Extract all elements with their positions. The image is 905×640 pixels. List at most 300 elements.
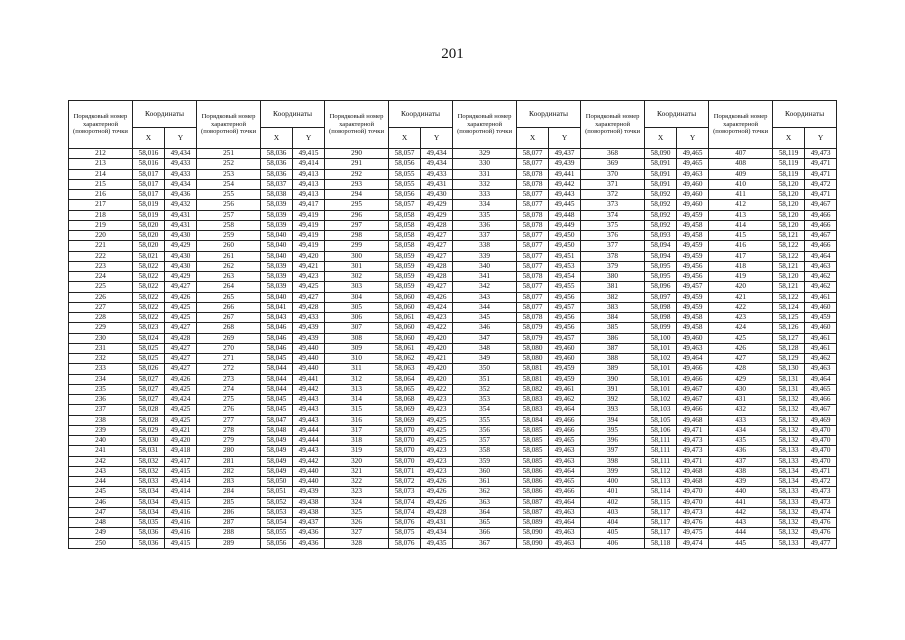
y-cell: 49,462	[805, 354, 837, 364]
y-cell: 49,464	[805, 251, 837, 261]
x-cell: 58,071	[389, 466, 421, 476]
y-cell: 49,427	[165, 354, 197, 364]
point-number-cell: 311	[325, 364, 389, 374]
y-cell: 49,415	[293, 149, 325, 159]
x-cell: 58,131	[773, 384, 805, 394]
x-cell: 58,076	[389, 518, 421, 528]
point-number-cell: 258	[197, 220, 261, 230]
x-cell: 58,044	[261, 384, 293, 394]
x-cell: 58,019	[133, 210, 165, 220]
x-cell: 58,030	[133, 436, 165, 446]
x-cell: 58,057	[389, 200, 421, 210]
table-row	[69, 374, 837, 384]
x-cell: 58,059	[389, 261, 421, 271]
y-cell: 49,424	[165, 395, 197, 405]
x-cell: 58,069	[389, 405, 421, 415]
x-cell: 58,025	[133, 354, 165, 364]
y-cell: 49,423	[293, 272, 325, 282]
y-cell: 49,417	[165, 456, 197, 466]
point-number-cell: 230	[69, 333, 133, 343]
point-number-cell: 254	[197, 179, 261, 189]
x-cell: 58,074	[389, 497, 421, 507]
x-cell: 58,045	[261, 354, 293, 364]
table-row	[69, 272, 837, 282]
y-cell: 49,460	[677, 200, 709, 210]
y-cell: 49,463	[549, 456, 581, 466]
table-row	[69, 251, 837, 261]
x-cell: 58,019	[133, 200, 165, 210]
x-cell: 58,085	[517, 425, 549, 435]
point-number-cell: 344	[453, 302, 517, 312]
point-number-cell: 292	[325, 169, 389, 179]
y-cell: 49,427	[421, 251, 453, 261]
y-cell: 49,461	[549, 384, 581, 394]
y-cell: 49,433	[165, 159, 197, 169]
y-cell: 49,465	[677, 149, 709, 159]
y-cell: 49,440	[293, 477, 325, 487]
y-cell: 49,419	[293, 241, 325, 251]
point-number-cell: 257	[197, 210, 261, 220]
x-cell: 58,059	[389, 272, 421, 282]
point-number-cell: 371	[581, 179, 645, 189]
point-number-cell: 373	[581, 200, 645, 210]
y-cell: 49,459	[677, 292, 709, 302]
x-cell: 58,089	[517, 518, 549, 528]
point-number-cell: 343	[453, 292, 517, 302]
y-cell: 49,448	[549, 210, 581, 220]
y-cell: 49,460	[677, 179, 709, 189]
y-cell: 49,460	[677, 190, 709, 200]
y-cell: 49,466	[805, 220, 837, 230]
point-number-cell: 238	[69, 415, 133, 425]
point-number-cell: 341	[453, 272, 517, 282]
y-cell: 49,466	[677, 364, 709, 374]
y-cell: 49,427	[293, 292, 325, 302]
point-number-cell: 220	[69, 231, 133, 241]
x-cell: 58,132	[773, 405, 805, 415]
x-cell: 58,060	[389, 292, 421, 302]
table-row	[69, 395, 837, 405]
point-number-cell: 271	[197, 354, 261, 364]
x-cell: 58,087	[517, 497, 549, 507]
point-number-cell: 302	[325, 272, 389, 282]
point-number-cell: 219	[69, 220, 133, 230]
y-cell: 49,456	[549, 292, 581, 302]
point-number-cell: 342	[453, 282, 517, 292]
point-number-cell: 360	[453, 466, 517, 476]
y-cell: 49,460	[805, 323, 837, 333]
y-cell: 49,456	[549, 313, 581, 323]
point-number-cell: 435	[709, 436, 773, 446]
point-number-cell: 398	[581, 456, 645, 466]
point-number-cell: 273	[197, 374, 261, 384]
x-cell: 58,077	[517, 261, 549, 271]
point-number-cell: 265	[197, 292, 261, 302]
point-number-cell: 249	[69, 528, 133, 538]
point-number-cell: 241	[69, 446, 133, 456]
x-cell: 58,099	[645, 323, 677, 333]
x-cell: 58,063	[389, 364, 421, 374]
y-cell: 49,425	[165, 405, 197, 415]
y-cell: 49,423	[421, 313, 453, 323]
point-number-cell: 263	[197, 272, 261, 282]
header-row	[69, 101, 837, 128]
x-cell: 58,078	[517, 313, 549, 323]
y-cell: 49,422	[421, 323, 453, 333]
point-number-cell: 328	[325, 538, 389, 548]
point-number-cell: 413	[709, 210, 773, 220]
y-cell: 49,463	[677, 343, 709, 353]
x-cell: 58,070	[389, 425, 421, 435]
y-cell: 49,463	[805, 261, 837, 271]
point-number-cell: 259	[197, 231, 261, 241]
point-number-header: Порядковый номер характерной (поворотной) точки	[197, 101, 261, 149]
y-cell: 49,466	[549, 425, 581, 435]
point-number-cell: 367	[453, 538, 517, 548]
x-cell: 58,106	[645, 425, 677, 435]
y-cell: 49,466	[677, 405, 709, 415]
x-cell: 58,091	[645, 169, 677, 179]
point-number-cell: 253	[197, 169, 261, 179]
x-cell: 58,103	[645, 405, 677, 415]
point-number-cell: 388	[581, 354, 645, 364]
x-cell: 58,121	[773, 261, 805, 271]
point-number-cell: 282	[197, 466, 261, 476]
point-number-cell: 394	[581, 415, 645, 425]
point-number-cell: 283	[197, 477, 261, 487]
x-cell: 58,075	[389, 528, 421, 538]
y-header: Y	[805, 128, 837, 149]
x-cell: 58,125	[773, 313, 805, 323]
point-number-cell: 251	[197, 149, 261, 159]
x-cell: 58,053	[261, 507, 293, 517]
point-number-cell: 436	[709, 446, 773, 456]
x-cell: 58,120	[773, 220, 805, 230]
x-cell: 58,117	[645, 507, 677, 517]
y-cell: 49,469	[805, 415, 837, 425]
y-cell: 49,431	[421, 179, 453, 189]
y-cell: 49,474	[677, 538, 709, 548]
point-number-cell: 281	[197, 456, 261, 466]
point-number-cell: 216	[69, 190, 133, 200]
point-number-cell: 277	[197, 415, 261, 425]
y-cell: 49,415	[165, 497, 197, 507]
point-number-cell: 445	[709, 538, 773, 548]
y-cell: 49,423	[421, 395, 453, 405]
y-cell: 49,450	[549, 241, 581, 251]
table-row	[69, 343, 837, 353]
point-number-cell: 297	[325, 220, 389, 230]
y-cell: 49,457	[549, 333, 581, 343]
x-cell: 58,132	[773, 436, 805, 446]
y-cell: 49,426	[165, 374, 197, 384]
x-cell: 58,039	[261, 220, 293, 230]
x-cell: 58,090	[517, 528, 549, 538]
y-cell: 49,473	[677, 507, 709, 517]
x-cell: 58,039	[261, 210, 293, 220]
point-number-cell: 380	[581, 272, 645, 282]
x-cell: 58,133	[773, 446, 805, 456]
point-number-cell: 338	[453, 241, 517, 251]
x-cell: 58,081	[517, 364, 549, 374]
point-number-cell: 312	[325, 374, 389, 384]
x-cell: 58,077	[517, 241, 549, 251]
point-number-cell: 225	[69, 282, 133, 292]
x-cell: 58,046	[261, 323, 293, 333]
x-cell: 58,055	[389, 179, 421, 189]
point-number-cell: 228	[69, 313, 133, 323]
x-cell: 58,020	[133, 220, 165, 230]
point-number-cell: 214	[69, 169, 133, 179]
x-cell: 58,070	[389, 446, 421, 456]
point-number-cell: 377	[581, 241, 645, 251]
point-number-cell: 408	[709, 159, 773, 169]
x-cell: 58,087	[517, 507, 549, 517]
y-header: Y	[677, 128, 709, 149]
point-number-cell: 361	[453, 477, 517, 487]
y-cell: 49,422	[421, 384, 453, 394]
point-number-cell: 375	[581, 220, 645, 230]
point-number-cell: 419	[709, 272, 773, 282]
x-cell: 58,131	[773, 374, 805, 384]
y-cell: 49,430	[421, 190, 453, 200]
point-number-cell: 231	[69, 343, 133, 353]
y-cell: 49,463	[549, 528, 581, 538]
point-number-cell: 356	[453, 425, 517, 435]
y-cell: 49,418	[165, 446, 197, 456]
table-row	[69, 179, 837, 189]
point-number-cell: 308	[325, 333, 389, 343]
x-header: X	[517, 128, 549, 149]
x-cell: 58,048	[261, 425, 293, 435]
table-row	[69, 477, 837, 487]
x-cell: 58,077	[517, 292, 549, 302]
point-number-cell: 315	[325, 405, 389, 415]
y-cell: 49,445	[549, 200, 581, 210]
y-cell: 49,467	[805, 200, 837, 210]
y-cell: 49,464	[549, 518, 581, 528]
point-number-cell: 352	[453, 384, 517, 394]
point-number-cell: 331	[453, 169, 517, 179]
point-number-cell: 345	[453, 313, 517, 323]
y-cell: 49,419	[293, 231, 325, 241]
point-number-cell: 320	[325, 456, 389, 466]
point-number-header: Порядковый номер характерной (поворотной) точки	[709, 101, 773, 149]
point-number-cell: 280	[197, 446, 261, 456]
point-number-cell: 362	[453, 487, 517, 497]
y-cell: 49,437	[293, 518, 325, 528]
y-cell: 49,434	[421, 159, 453, 169]
x-cell: 58,039	[261, 261, 293, 271]
point-number-cell: 372	[581, 190, 645, 200]
x-cell: 58,077	[517, 190, 549, 200]
table-row	[69, 538, 837, 548]
y-cell: 49,467	[677, 384, 709, 394]
x-cell: 58,036	[261, 149, 293, 159]
x-cell: 58,114	[645, 487, 677, 497]
point-number-header: Порядковый номер характерной (поворотной) точки	[453, 101, 517, 149]
point-number-cell: 399	[581, 466, 645, 476]
x-cell: 58,017	[133, 190, 165, 200]
x-cell: 58,022	[133, 313, 165, 323]
x-cell: 58,129	[773, 354, 805, 364]
y-cell: 49,429	[421, 200, 453, 210]
point-number-cell: 418	[709, 261, 773, 271]
y-cell: 49,471	[805, 190, 837, 200]
x-header: X	[389, 128, 421, 149]
point-number-cell: 431	[709, 395, 773, 405]
x-cell: 58,077	[517, 200, 549, 210]
x-cell: 58,086	[517, 466, 549, 476]
x-cell: 58,076	[389, 538, 421, 548]
point-number-cell: 439	[709, 477, 773, 487]
point-number-cell: 221	[69, 241, 133, 251]
y-cell: 49,457	[677, 282, 709, 292]
x-cell: 58,038	[261, 190, 293, 200]
point-number-cell: 267	[197, 313, 261, 323]
y-cell: 49,439	[549, 159, 581, 169]
x-cell: 58,130	[773, 364, 805, 374]
y-cell: 49,429	[165, 272, 197, 282]
y-cell: 49,459	[549, 374, 581, 384]
y-cell: 49,473	[805, 149, 837, 159]
x-cell: 58,085	[517, 456, 549, 466]
table-row	[69, 446, 837, 456]
y-cell: 49,471	[805, 466, 837, 476]
y-cell: 49,431	[421, 518, 453, 528]
point-number-cell: 385	[581, 323, 645, 333]
point-number-cell: 270	[197, 343, 261, 353]
x-cell: 58,077	[517, 231, 549, 241]
x-cell: 58,119	[773, 149, 805, 159]
x-cell: 58,098	[645, 302, 677, 312]
y-cell: 49,419	[293, 210, 325, 220]
x-cell: 58,122	[773, 241, 805, 251]
x-cell: 58,020	[133, 231, 165, 241]
x-cell: 58,026	[133, 364, 165, 374]
x-cell: 58,132	[773, 518, 805, 528]
point-number-cell: 310	[325, 354, 389, 364]
point-number-cell: 366	[453, 528, 517, 538]
x-cell: 58,111	[645, 456, 677, 466]
x-header: X	[645, 128, 677, 149]
point-number-cell: 335	[453, 210, 517, 220]
y-cell: 49,465	[677, 159, 709, 169]
x-cell: 58,036	[261, 159, 293, 169]
point-number-cell: 233	[69, 364, 133, 374]
y-cell: 49,424	[421, 302, 453, 312]
point-number-cell: 226	[69, 292, 133, 302]
y-cell: 49,457	[549, 302, 581, 312]
x-cell: 58,051	[261, 487, 293, 497]
y-cell: 49,415	[165, 538, 197, 548]
y-cell: 49,470	[677, 487, 709, 497]
y-cell: 49,443	[549, 190, 581, 200]
point-number-cell: 438	[709, 466, 773, 476]
y-cell: 49,464	[549, 466, 581, 476]
y-cell: 49,456	[549, 323, 581, 333]
x-cell: 58,134	[773, 477, 805, 487]
x-cell: 58,036	[133, 538, 165, 548]
y-cell: 49,455	[549, 282, 581, 292]
point-number-cell: 379	[581, 261, 645, 271]
y-cell: 49,436	[293, 538, 325, 548]
x-cell: 58,023	[133, 323, 165, 333]
y-cell: 49,436	[293, 528, 325, 538]
x-cell: 58,058	[389, 210, 421, 220]
y-cell: 49,470	[805, 425, 837, 435]
x-header: X	[773, 128, 805, 149]
point-number-cell: 289	[197, 538, 261, 548]
x-cell: 58,090	[645, 149, 677, 159]
y-cell: 49,459	[805, 313, 837, 323]
x-cell: 58,074	[389, 507, 421, 517]
x-cell: 58,028	[133, 405, 165, 415]
y-cell: 49,461	[805, 343, 837, 353]
x-cell: 58,077	[517, 251, 549, 261]
x-cell: 58,122	[773, 292, 805, 302]
point-number-cell: 260	[197, 241, 261, 251]
y-cell: 49,438	[293, 497, 325, 507]
point-number-cell: 386	[581, 333, 645, 343]
point-number-cell: 333	[453, 190, 517, 200]
x-cell: 58,033	[133, 477, 165, 487]
x-cell: 58,119	[773, 169, 805, 179]
point-number-cell: 324	[325, 497, 389, 507]
x-cell: 58,059	[389, 282, 421, 292]
point-number-cell: 393	[581, 405, 645, 415]
y-cell: 49,428	[421, 272, 453, 282]
point-number-cell: 349	[453, 354, 517, 364]
x-cell: 58,044	[261, 374, 293, 384]
x-cell: 58,085	[517, 446, 549, 456]
point-number-cell: 443	[709, 518, 773, 528]
y-cell: 49,426	[421, 292, 453, 302]
y-cell: 49,426	[421, 477, 453, 487]
x-cell: 58,020	[133, 241, 165, 251]
x-cell: 58,034	[133, 487, 165, 497]
table-row	[69, 507, 837, 517]
x-cell: 58,032	[133, 466, 165, 476]
point-number-cell: 424	[709, 323, 773, 333]
x-cell: 58,113	[645, 477, 677, 487]
y-cell: 49,429	[421, 210, 453, 220]
table-row	[69, 210, 837, 220]
y-cell: 49,450	[549, 231, 581, 241]
x-cell: 58,034	[133, 497, 165, 507]
x-cell: 58,078	[517, 179, 549, 189]
y-cell: 49,417	[293, 200, 325, 210]
x-cell: 58,022	[133, 272, 165, 282]
y-cell: 49,471	[805, 169, 837, 179]
y-cell: 49,423	[421, 405, 453, 415]
x-cell: 58,068	[389, 395, 421, 405]
point-number-cell: 434	[709, 425, 773, 435]
point-number-cell: 384	[581, 313, 645, 323]
point-number-cell: 288	[197, 528, 261, 538]
y-cell: 49,420	[421, 343, 453, 353]
table-row	[69, 200, 837, 210]
x-cell: 58,022	[133, 292, 165, 302]
y-cell: 49,425	[421, 415, 453, 425]
point-number-cell: 264	[197, 282, 261, 292]
point-number-cell: 340	[453, 261, 517, 271]
point-number-cell: 215	[69, 179, 133, 189]
x-cell: 58,037	[261, 179, 293, 189]
y-cell: 49,466	[549, 487, 581, 497]
y-cell: 49,439	[293, 487, 325, 497]
point-number-cell: 325	[325, 507, 389, 517]
